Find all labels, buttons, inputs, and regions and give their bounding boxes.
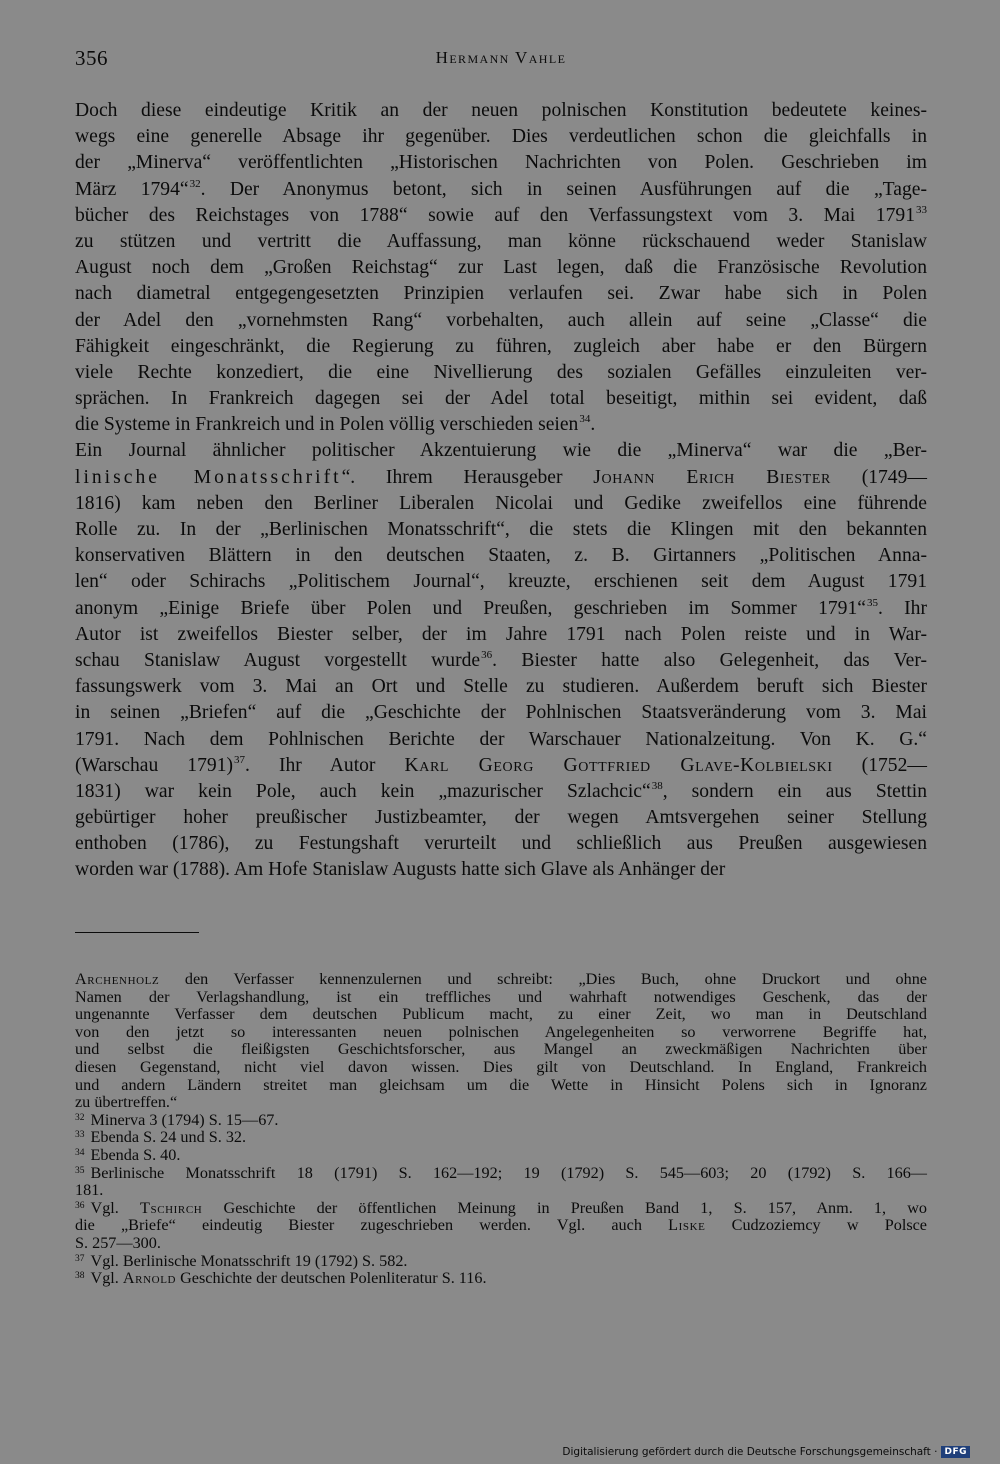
footnote-line: Namen der Verlagshandlung, ist ein treffliches und wahrhaft notwendiges Geschenk, das der <box>75 987 927 1006</box>
footnote-ref[interactable]: 35 <box>866 596 878 609</box>
text-line: der „Minerva“ veröffentlichten „Historischen Nachrichten von Polen. Geschrieben im <box>75 152 927 174</box>
text-line: bücher des Reichstages von 1788“ sowie auf den Verfassungstext vom 3. Mai 1791$^{33}$ <box>75 203 927 226</box>
text-line: wegs eine generelle Absage ihr gegenüber. Dies verdeutlichen schon die gleichfalls in <box>75 126 927 148</box>
footnote-32: $^{32}$ Minerva 3 (1794) S. 15—67. <box>75 1110 279 1129</box>
running-head <box>75 46 927 74</box>
text-line: 1831) war kein Pole, auch kein „mazurischer Szlachcic“$^{38}$, sondern ein aus Stettin <box>75 779 928 802</box>
page-number: 356 <box>75 46 108 70</box>
text-line: schau Stanislaw August vorgestellt wurde$^{36}$. Biester hatte also Gelegenheit, das Ver- <box>75 648 928 671</box>
footnote-36-cont2: S. 257—300. <box>75 1233 161 1252</box>
footnote-35-cont: 181. <box>75 1181 104 1200</box>
text-line: sprächen. In Frankreich dagegen sei der Adel total beseitigt, mithin sei evident, daß <box>75 388 927 410</box>
text-line: August noch dem „Großen Reichstag“ zur Last legen, daß die Französische Revolution <box>75 257 927 279</box>
footnote-ref[interactable]: 32 <box>189 177 201 190</box>
text-line: Ein Journal ähnlicher politischer Akzentuierung wie die „Minerva“ war die „Ber- <box>75 440 927 462</box>
text-line: linische Monatsschrift“. Ihrem Herausgeber Johann Erich Biester (1749— <box>75 466 927 488</box>
text-line: die Systeme in Frankreich und in Polen völlig verschieden seien$^{34}$. <box>75 413 596 436</box>
text-line: 1791. Nach dem Pohlnischen Berichte der Warschauer Nationalzeitung. Von K. G.“ <box>75 728 927 750</box>
text-line: worden war (1788). Am Hofe Stanislaw Augusts hatte sich Glave als Anhänger der <box>75 859 726 881</box>
text-line: Rolle zu. In der „Berlinischen Monatsschrift“, die stets die Klingen mit den bekannten <box>75 519 927 540</box>
footnote-divider <box>75 932 199 933</box>
text-line: Fähigkeit eingeschränkt, die Regierung zu führen, zugleich aber habe er den Bürgern <box>75 335 927 357</box>
text-line: nach diametral entgegengesetzten Prinzipien verlaufen sei. Zwar habe sich in Polen <box>75 283 927 305</box>
text-line: in seinen „Briefen“ auf die „Geschichte der Pohlnischen Staatsveränderung vom 3. Mai <box>75 702 927 724</box>
footnote-line: zu übertreffen.“ <box>75 1093 178 1112</box>
footnote-line: und selbst die fleißigsten Geschichtsforscher, aus Mangel an zweckmäßigen Nachrichten über <box>75 1040 927 1059</box>
footnote-line: ungenannte Verfasser dem deutschen Publicum macht, zu einer Zeit, wo man in Deutschland <box>75 1005 927 1024</box>
text-line: len“ oder Schirachs „Politischem Journal“, kreuzte, erschienen seit dem August 1791 <box>75 571 927 593</box>
footnote-ref[interactable]: 36 <box>481 648 493 661</box>
digitization-credit <box>562 1446 970 1458</box>
footnote-33: $^{33}$ Ebenda S. 24 und S. 32. <box>75 1128 247 1147</box>
footnote-36: $^{36}$ Vgl. Tschirch Geschichte der öffentlichen Meinung in Preußen Band 1, S. 157, Anm. 1, wo <box>75 1198 928 1217</box>
person-name: Johann Erich Biester <box>593 466 831 488</box>
text-line: zu stützen und vertritt die Auffassung, man könne rückschauend weder Stanislaw <box>75 230 927 252</box>
footnote-35: $^{35}$ Berlinische Monatsschrift 18 (1791) S. 162—192; 19 (1792) S. 545—603; 20 (1792) S. 166— <box>75 1163 927 1182</box>
text-line: fassungswerk vom 3. Mai an Ort und Stelle zu studieren. Außerdem beruft sich Biester <box>75 676 927 698</box>
footnote-line: diesen Gegenstand, nicht viel davon wissen. Dies gilt von Deutschland. In England, Frankreich <box>75 1057 927 1076</box>
footnote-34: $^{34}$ Ebenda S. 40. <box>75 1145 181 1164</box>
text-line: Doch diese eindeutige Kritik an der neuen polnischen Konstitution bedeutete keines- <box>75 100 927 121</box>
text-line: 1816) kam neben den Berliner Liberalen Nicolai und Gedike zweifellos eine führende <box>75 492 927 514</box>
footnote-37: $^{37}$ Vgl. Berlinische Monatsschrift 19 (1792) S. 582. <box>75 1251 408 1270</box>
footnote-ref[interactable]: 33 <box>916 203 927 216</box>
journal-title-spaced: linische Monatsschrift <box>75 466 342 488</box>
text-line: viele Rechte konzediert, die eine Nivellierung des sozialen Gefälles einzuleiten ver- <box>75 361 927 383</box>
text-line: (Warschau 1791)$^{37}$. Ihr Autor Karl Georg Gottfried Glave-Kolbielski (1752— <box>75 753 927 776</box>
text-line: gebürtiger hoher preußischer Justizbeamter, der wegen Amtsvergehen seiner Stellung <box>75 807 927 829</box>
footnote-38: $^{38}$ Vgl. Arnold Geschichte der deutschen Polenliteratur S. 116. <box>75 1269 487 1288</box>
footnotes <box>75 971 927 1288</box>
person-name: Karl Georg Gottfried Glave-Kolbielski <box>404 754 833 776</box>
running-head-author: Hermann Vahle <box>435 48 567 67</box>
footnote-line: Archenholz den Verfasser kennenzulernen und schreibt: „Dies Buch, ohne Druckort und ohne <box>75 970 927 988</box>
footnote-ref[interactable]: 38 <box>651 779 663 792</box>
text-line: März 1794“$^{32}$. Der Anonymus betont, sich in seinen Ausführungen auf die „Tage- <box>75 177 927 200</box>
main-text <box>75 98 927 884</box>
footnote-line: von den jetzt so interessanten neuen polnischen Angelegenheiten so verworrene Begriffe hat, <box>75 1022 927 1041</box>
text-line: der Adel den „vornehmsten Rang“ vorbehalten, auch allein auf seine „Classe“ die <box>75 309 927 331</box>
text-line: anonym „Einige Briefe über Polen und Preußen, geschrieben im Sommer 1791“$^{35}$. Ihr <box>75 596 927 619</box>
footnote-36-cont: die „Briefe“ eindeutig Biester zugeschrieben werden. Vgl. auch Liske Cudzoziemcy w Polsce <box>75 1216 927 1235</box>
footnote-ref[interactable]: 37 <box>234 753 246 766</box>
footnote-ref[interactable]: 34 <box>579 413 591 426</box>
footnote-line: und andern Ländern streitet man gleichsam um die Wette in Hinsicht Polens sich in Ignoranz <box>75 1075 927 1094</box>
credit-text: Digitalisierung gefördert durch die Deutsche Forschungsgemeinschaft · <box>562 1446 938 1458</box>
dfg-logo: DFG <box>941 1446 970 1458</box>
text-line: Autor ist zweifellos Biester selber, der im Jahre 1791 nach Polen reiste und in War- <box>75 623 927 645</box>
text-line: konservativen Blättern in den deutschen Staaten, z. B. Girtanners „Politischen Anna- <box>75 545 927 567</box>
text-line: enthoben (1786), zu Festungshaft verurteilt und schließlich aus Preußen ausgewiesen <box>75 833 927 855</box>
